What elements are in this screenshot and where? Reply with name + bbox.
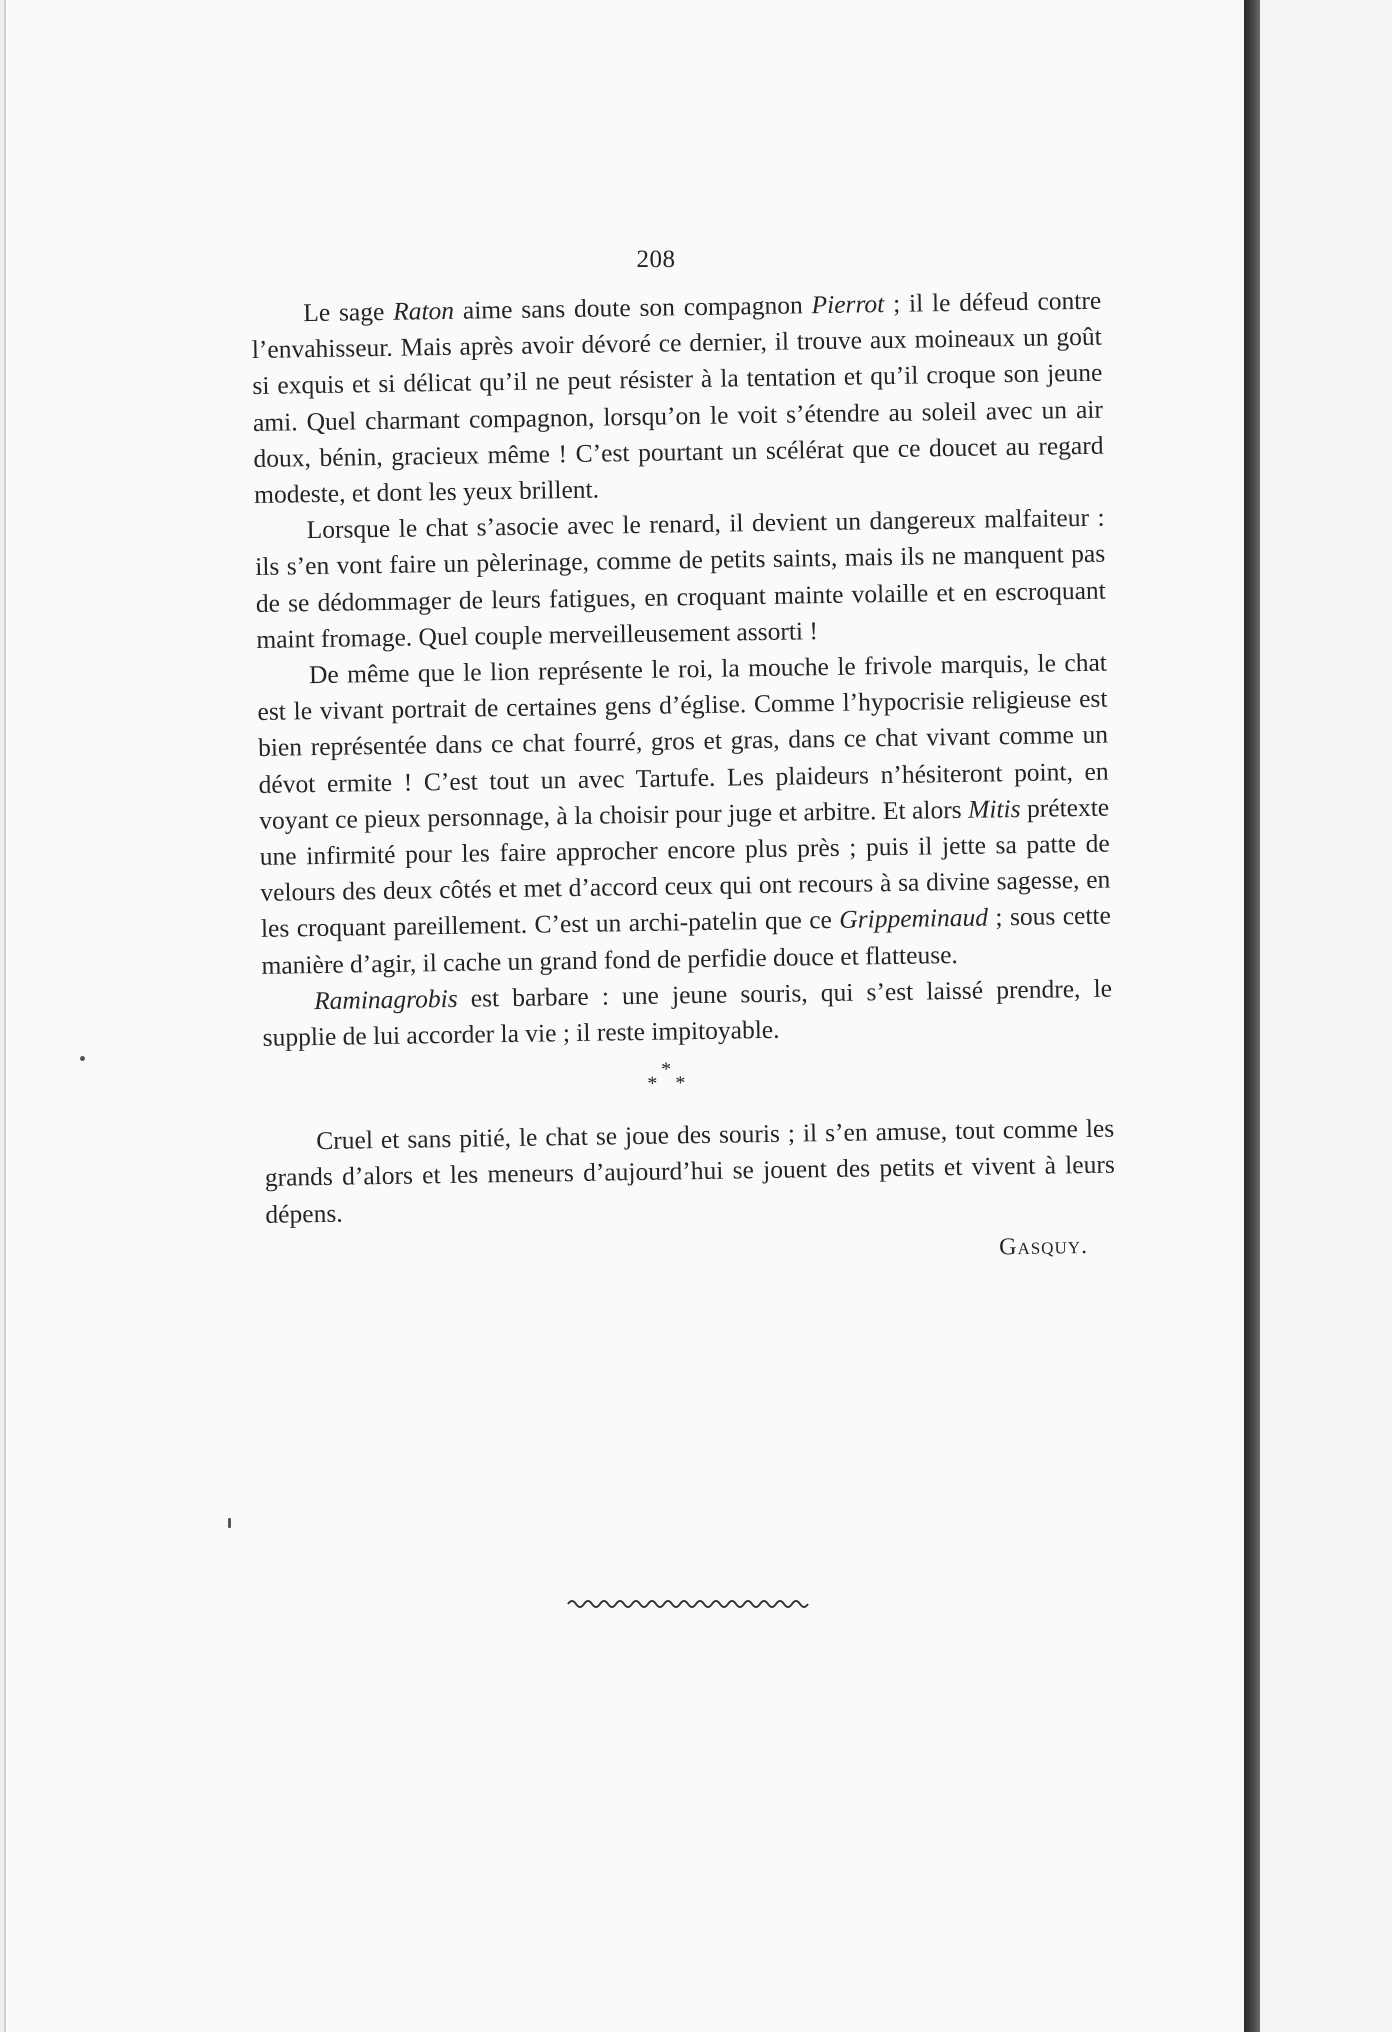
text-run: ; sous cette manière d’agir, il cache un grand fond de perfidie douce et flatteuse. — [261, 901, 1112, 980]
text-run: De même que le lion représente le roi, la mouche le frivole marquis, le chat est le vivant portrait de certaines gens d’église. Comme l’hypocrisie religieuse est bien représentée dans ce chat fourré, gros et gras, dans ce chat vivant comme un dévot ermite ! C’est tout un avec Tartufe. Les plaideurs n’hésiteront point, en voyant ce pieux personnage, à la choisir pour juge et arbitre. Et alors — [257, 647, 1109, 835]
text-run: aime sans doute son compagnon — [453, 290, 812, 325]
paragraph-3 — [257, 645, 1112, 984]
wavy-rule-ornament — [566, 1596, 816, 1610]
author-signature: Gasquy. — [998, 1232, 1089, 1261]
text-run: est barbare : une jeune souris, qui s’est laissé prendre, le supplie de lui accorder la vie ; il reste impitoyable. — [262, 973, 1113, 1052]
adjacent-page — [1260, 0, 1392, 2032]
italic-name: Pierrot — [811, 289, 885, 320]
book-page — [4, 0, 1246, 2032]
paragraph-4 — [262, 970, 1113, 1056]
page-number: 208 — [636, 246, 676, 273]
page-gutter-shadow — [1244, 0, 1260, 2032]
asterism-star-right: * — [675, 1072, 686, 1095]
text-run: Lorsque le chat s’asocie avec le renard, il devient un dangereux malfaiteur : ils s’en vont faire un pèlerinage, comme de petits saints, mais ils ne manquent pas de se dédommager de leurs fatigues, en croquant mainte volaille et en escroquant maint fromage. Quel couple merveilleusement assorti ! — [255, 502, 1106, 654]
text-run: Le sage — [303, 296, 394, 328]
italic-name: Grippeminaud — [839, 902, 989, 935]
body-text — [251, 283, 1116, 1277]
margin-mark — [228, 1518, 231, 1528]
text-run: ; il le défeud contre l’envahisseur. Mais après avoir dévoré ce dernier, il trouve aux moineaux un goût si exquis et si délicat qu’il ne peut résister à la tentation et qu’il croque son jeune ami. Quel charmant compagnon, lorsqu’on le voit s’étendre au soleil avec un air doux, bénin, gracieux même ! C’est pourtant un scélérat que ce doucet au regard modeste, et dont les yeux brillent. — [251, 285, 1104, 509]
asterism-star-top: * — [661, 1058, 672, 1081]
paragraphs — [251, 283, 1113, 1057]
paragraph-2 — [254, 500, 1106, 658]
paragraph-1 — [251, 283, 1104, 514]
closing-paragraph: Cruel et sans pitié, le chat se joue des souris ; il s’en amuse, tout comme les grands d’alors et les meneurs d’aujourd’hui se jouent des petits et vivent à leurs dépens. — [264, 1113, 1115, 1229]
italic-name: Mitis — [967, 793, 1021, 824]
text-run: prétexte une infirmité pour les faire approcher encore plus près ; puis il jette sa patte de velours des deux côtés et met d’accord ceux qui ont recours à sa divine sagesse, en les croquant pareillement. C’est un archi-patelin que ce — [259, 792, 1111, 944]
asterism-star-left: * — [647, 1072, 658, 1096]
italic-name: Raton — [392, 295, 455, 326]
italic-name: Raminagrobis — [313, 983, 458, 1015]
asterism — [263, 1047, 1114, 1116]
margin-speck — [80, 1056, 85, 1061]
